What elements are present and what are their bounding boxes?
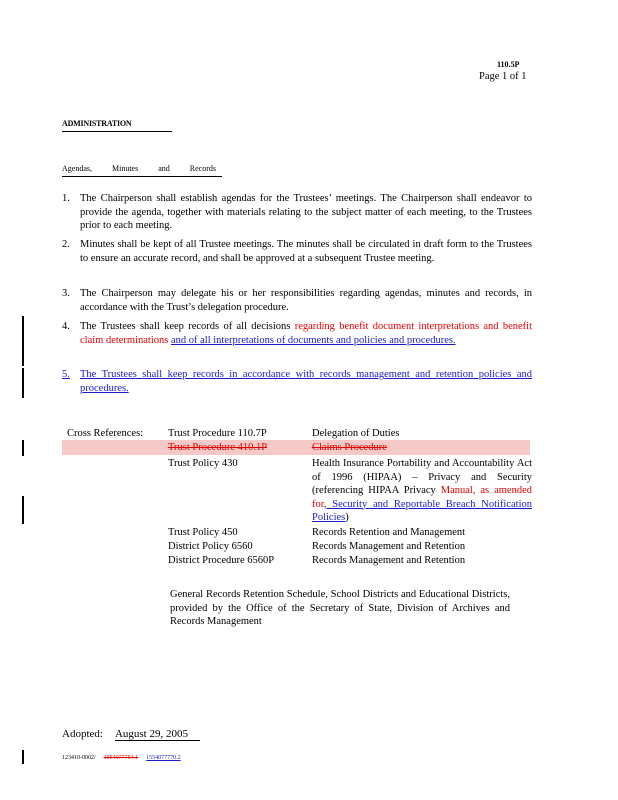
cross-ref-desc: Records Management and Retention bbox=[312, 541, 466, 552]
general-reference: General Records Retention Schedule, School Districts and Educational Districts, provided by the Office of the Secretary of State, Division of Archives and Records Management bbox=[170, 589, 510, 627]
item-text: The Chairperson may delegate his or her responsibilities regarding agendas, minutes and records, in accordance with the Trust’s delegation procedure. bbox=[80, 288, 532, 313]
cross-ref-item: Trust Procedure 110.7P bbox=[168, 428, 267, 439]
change-bar bbox=[22, 496, 24, 524]
footer-code: 123410-0002/ bbox=[62, 755, 96, 761]
deleted-text: regarding benefit document interpretations and benefit claim determinations bbox=[80, 321, 533, 346]
adopted-date: August 29, 2005 bbox=[115, 728, 200, 741]
cross-ref-item: District Procedure 6560P bbox=[168, 555, 275, 566]
cross-ref-item: Trust Policy 430 bbox=[168, 458, 238, 469]
cross-ref-desc: Records Retention and Management bbox=[312, 527, 466, 538]
section-title: ADMINISTRATION bbox=[62, 117, 172, 132]
list-item bbox=[62, 320, 532, 362]
inserted-text: , Security and Reportable Breach Notification Policies bbox=[312, 498, 532, 523]
change-bar bbox=[22, 440, 24, 456]
change-bar bbox=[22, 750, 24, 764]
cross-ref-item: District Policy 6560 bbox=[168, 541, 253, 552]
change-bar bbox=[22, 316, 24, 366]
item-text: Minutes shall be kept of all Trustee meetings. The minutes shall be circulated in draft form to the Trustees to ensure an accurate record, and shall be approved at a subsequent Trustee meeting. bbox=[80, 239, 532, 264]
document-subtitle: Agendas, Minutes and Records bbox=[62, 162, 222, 177]
list-item bbox=[62, 192, 532, 234]
item-number: 5. bbox=[62, 369, 70, 380]
item-number: 2. bbox=[62, 239, 70, 250]
footer-new-id: 1554077770.2 bbox=[146, 755, 181, 761]
cross-ref-desc: Delegation of Duties bbox=[312, 428, 400, 439]
policy-code: 110.5P bbox=[497, 60, 520, 69]
cross-references-label: Cross References: bbox=[67, 428, 144, 439]
item-text: The Chairperson shall establish agendas for the Trustees’ meetings. The Chairperson shall endeavor to provide the agenda, together with materials relating to the subject matter of each meeting, to the Trustees prior to each meeting. bbox=[80, 193, 532, 231]
cross-ref-item: Trust Procedure 410.1P bbox=[168, 442, 268, 453]
inserted-text: The Trustees shall keep records in accordance with records management and retention policies and procedures. bbox=[80, 369, 532, 394]
footer-old-id: 1554077754.1 bbox=[103, 755, 139, 761]
change-bar bbox=[22, 368, 24, 398]
adopted-line bbox=[62, 728, 200, 742]
item-text: The Trustees shall keep records of all decisions regarding benefit document interpretations and benefit claim determinations and of all interpretations of documents and policies and procedures. bbox=[80, 321, 533, 346]
cross-ref-item: Trust Policy 450 bbox=[168, 527, 238, 538]
item-number: 1. bbox=[62, 193, 70, 204]
item-number: 4. bbox=[62, 321, 70, 332]
adopted-label: Adopted: bbox=[62, 728, 103, 740]
cross-ref-desc: Claims Procedure bbox=[312, 442, 387, 453]
inserted-text: and of all interpretations of documents and policies and procedures. bbox=[170, 334, 456, 346]
document-footer bbox=[62, 752, 181, 766]
list-item bbox=[62, 287, 532, 315]
list-item bbox=[62, 238, 532, 280]
item-number: 3. bbox=[62, 288, 70, 299]
cross-ref-desc: Records Management and Retention bbox=[312, 555, 466, 566]
deleted-text: Manual, as amended for bbox=[312, 485, 532, 510]
page-number: Page 1 of 1 bbox=[479, 71, 527, 82]
cross-ref-desc: Health Insurance Portability and Accountability Act of 1996 (HIPAA) – Privacy and Security (referencing HIPAA Privacy Manual, as amended for, Security and Reportable Breach Notification Policies) bbox=[312, 458, 532, 523]
list-item bbox=[62, 368, 532, 396]
